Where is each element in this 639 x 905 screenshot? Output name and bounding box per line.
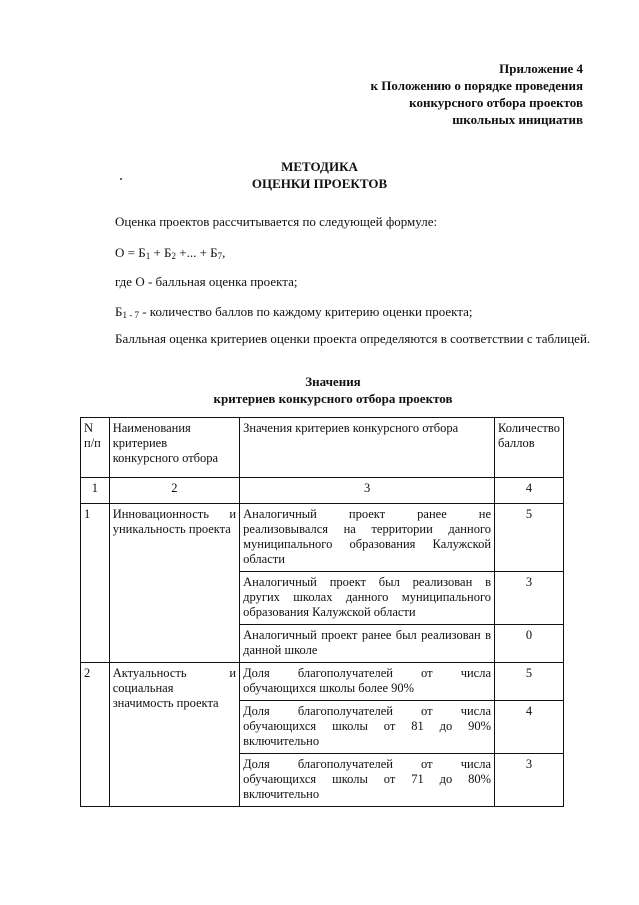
formula-sub: 1 xyxy=(145,251,151,261)
criterion-points: 3 xyxy=(495,572,564,625)
criterion-name-conj: и xyxy=(229,507,237,521)
document-title xyxy=(0,158,639,192)
criteria-table xyxy=(80,417,564,807)
definition-sub: 1 - 7 xyxy=(122,310,139,320)
criterion-name-part: Инновационность xyxy=(112,507,209,521)
criterion-name-part: Актуальность xyxy=(112,666,187,680)
intro-paragraph: Оценка проектов рассчитывается по следующей формуле: xyxy=(115,214,438,229)
criterion-points: 4 xyxy=(495,701,564,754)
criterion-number: 1 xyxy=(81,504,110,663)
appendix-line: к Положению о порядке проведения xyxy=(370,78,583,93)
criterion-name-part: социальная значимость проекта xyxy=(112,681,219,710)
appendix-line: конкурсного отбора проектов xyxy=(409,95,583,110)
formula-part: + Б xyxy=(150,245,172,260)
column-number: 1 xyxy=(81,478,110,504)
criterion-value: Аналогичный проект ранее не реализовывался на территории данного муниципального образования Калужской области xyxy=(240,504,495,572)
formula-part: +... + Б xyxy=(175,245,218,260)
formula-part: О = Б xyxy=(115,245,146,260)
header-criterion-name: Наименования критериев конкурсного отбора xyxy=(109,418,239,478)
criterion-points: 5 xyxy=(495,663,564,701)
table-row xyxy=(81,504,564,572)
criterion-value: Доля благополучателей от числа обучающихся школы от 71 до 80% включительно xyxy=(240,754,495,807)
criterion-points: 3 xyxy=(495,754,564,807)
definition-b xyxy=(115,304,473,320)
column-number: 2 xyxy=(109,478,239,504)
table-title-line: Значения xyxy=(305,374,361,389)
header-points: Количество баллов xyxy=(495,418,564,478)
criterion-value: Доля благополучателей от числа обучающихся школы более 90% xyxy=(240,663,495,701)
title-line: МЕТОДИКА xyxy=(281,159,358,174)
header-number: N п/п xyxy=(81,418,110,478)
formula-part: , xyxy=(222,245,226,260)
criterion-name-conj: и xyxy=(229,666,237,680)
table-header-row xyxy=(81,418,564,478)
table-title-line: критериев конкурсного отбора проектов xyxy=(213,391,453,406)
definition-symbol: Б xyxy=(115,304,123,319)
header-criterion-values: Значения критериев конкурсного отбора xyxy=(240,418,495,478)
closing-paragraph: Балльная оценка критериев оценки проекта определяются в соответствии с таблицей. xyxy=(115,331,591,346)
criterion-value: Аналогичный проект был реализован в других школах данного муниципального образования Калужской области xyxy=(240,572,495,625)
formula xyxy=(115,245,225,261)
column-number: 3 xyxy=(240,478,495,504)
criterion-name xyxy=(109,663,239,807)
appendix-line: Приложение 4 xyxy=(499,61,583,76)
appendix-header xyxy=(263,60,583,128)
criterion-value: Доля благополучателей от числа обучающихся школы от 81 до 90% включительно xyxy=(240,701,495,754)
criterion-number: 2 xyxy=(81,663,110,807)
criterion-points: 0 xyxy=(495,625,564,663)
column-number: 4 xyxy=(495,478,564,504)
appendix-line: школьных инициатив xyxy=(452,112,583,127)
table-row xyxy=(81,663,564,701)
formula-sub: 2 xyxy=(171,251,176,261)
formula-sub: 7 xyxy=(217,251,223,261)
title-line: ОЦЕНКИ ПРОЕКТОВ xyxy=(251,176,388,191)
criterion-name xyxy=(109,504,239,663)
definition-text: - количество баллов по каждому критерию оценки проекта; xyxy=(138,304,473,319)
definition-o: где О - балльная оценка проекта; xyxy=(115,274,298,289)
criterion-value: Аналогичный проект ранее был реализован в данной школе xyxy=(240,625,495,663)
criterion-name-part: уникальность проекта xyxy=(112,522,231,536)
column-number-row xyxy=(81,478,564,504)
criterion-points: 5 xyxy=(495,504,564,572)
table-title xyxy=(0,373,639,407)
